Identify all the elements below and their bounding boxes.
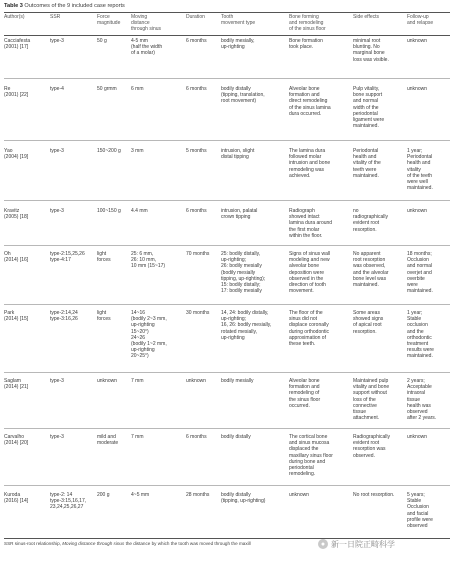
cell-duration: 70 months <box>186 251 210 257</box>
cell-distance: 4.4 mm <box>131 208 148 214</box>
cell-author: Kuroda (2016) [14] <box>4 492 29 505</box>
cell-side-effects: Periodontal health and vitality of the teeth were maintained. <box>353 148 381 179</box>
row-divider <box>4 428 450 429</box>
cell-side-effects: minimal root blunting. No marginal bone loss was visible. <box>353 38 389 63</box>
row-divider <box>4 140 450 141</box>
cell-movement: intrusion, palatal crown tipping <box>221 208 258 221</box>
cell-followup: 18 months; Occlusion and normal overjet and overbite were maintained. <box>407 251 433 295</box>
cell-movement: intrusion, slight distal tipping <box>221 148 255 161</box>
cell-distance: 3 mm <box>131 148 144 154</box>
cell-author: Park (2014) [15] <box>4 310 29 323</box>
footnote-definition: the distance by which the tooth was moved through the maxill <box>125 541 251 546</box>
row-divider <box>4 304 450 305</box>
cell-author: Carvalho (2014) [20] <box>4 434 29 447</box>
cell-force: 100~150 g <box>97 208 121 214</box>
cell-side-effects: No apparent root resorption was observed, and the alveolar bone level was maintained. <box>353 251 389 289</box>
cell-followup: unknown <box>407 208 428 214</box>
cell-force: 150~200 g <box>97 148 121 154</box>
cell-distance: 7 mm <box>131 378 144 384</box>
cell-duration: 6 months <box>186 434 207 440</box>
cell-bone: The cortical bone and sinus mucosa displaced the maxillary sinus floor during bone and periodontal remodeling. <box>289 434 333 478</box>
cell-force: 50 g <box>97 38 107 44</box>
header-bone: Bone forming and remodeling of the sinus floor <box>289 14 326 33</box>
cell-distance: 4~5 mm <box>131 492 150 498</box>
cell-duration: 5 months <box>186 148 207 154</box>
cell-followup: 1 year; Stable occlusion and the orthodontic treatment results were maintained. <box>407 310 434 360</box>
cell-force: 50 grmm <box>97 86 117 92</box>
cell-movement: bodily distally <box>221 434 251 440</box>
cell-movement: bodily distally (tipping, translation, root movement) <box>221 86 265 105</box>
cell-movement: 14, 24: bodily distally, up-righting; 16, 26: bodily mesially, rotated mesially, up-righting <box>221 310 272 341</box>
cell-side-effects: Some areas showed signs of apical root resorption. <box>353 310 384 335</box>
cell-followup: 2 years; Acceptable intraoral tissue health was observed after 2 years. <box>407 378 437 422</box>
cell-force: light forces <box>97 251 111 264</box>
cell-distance: 14~16 (bodily 2~3 mm, up-righting 15~20°) 24~26 (bodily 1~2 mm, up-righting 20~25°) <box>131 310 167 360</box>
cell-force: light forces <box>97 310 111 323</box>
cell-ssr: type-3 <box>50 378 64 384</box>
footnote-italic-term: Moving distance through sinus <box>62 541 125 546</box>
cell-duration: 30 months <box>186 310 210 316</box>
cell-ssr: type-2:15,25,26 type-4:17 <box>50 251 85 264</box>
header-side-effects: Side effects <box>353 14 380 20</box>
cell-duration: 28 months <box>186 492 210 498</box>
table-caption: Outcomes of the 9 included case reports <box>24 3 125 9</box>
cell-movement: bodily mesially, up-righting <box>221 38 255 51</box>
wechat-logo-icon: ● <box>318 539 328 549</box>
cell-side-effects: Maintained pulp vitality and bone support without loss of the connective tissue attachment. <box>353 378 390 422</box>
header-bottom-rule <box>4 35 450 36</box>
cell-bone: unknown <box>289 492 310 498</box>
row-divider <box>4 485 450 486</box>
cell-side-effects: No root resorption. <box>353 492 395 498</box>
cell-followup: unknown <box>407 86 428 92</box>
row-divider <box>4 200 450 201</box>
cell-distance: 4-5 mm (half the width of a molar) <box>131 38 163 57</box>
header-distance: Moving distance through sinus <box>131 14 162 33</box>
cell-bone: Bone formation took place. <box>289 38 323 51</box>
header-duration: Duration <box>186 14 205 20</box>
cell-ssr: type-2:14,24 type-3:16,26 <box>50 310 78 323</box>
row-divider <box>4 78 450 79</box>
cell-side-effects: no radiographically evident root resorption. <box>353 208 389 233</box>
cell-distance: 7 mm <box>131 434 144 440</box>
cell-ssr: type-3 <box>50 434 64 440</box>
cell-bone: Alveolar bone formation and remodeling of the sinus floor occurred. <box>289 378 321 409</box>
cell-movement: bodily mesially <box>221 378 254 384</box>
cell-duration: 6 months <box>186 86 207 92</box>
header-movement: Tooth movement type <box>221 14 256 27</box>
header-author: Author(s) <box>4 14 25 20</box>
cell-distance: 6 mm <box>131 86 144 92</box>
cell-movement: bodily distally (tipping, up-righting) <box>221 492 266 505</box>
cell-force: 200 g <box>97 492 110 498</box>
cell-followup: 1 year; Periodontal health and vitality of the teeth were well maintained. <box>407 148 433 192</box>
cell-bone: Alveolar bone formation and direct remodeling of the sinus lamina dura occurred. <box>289 86 331 117</box>
cell-author: Cacciafesta (2001) [17] <box>4 38 31 51</box>
cell-author: Re (2001) [22] <box>4 86 29 99</box>
cell-followup: unknown <box>407 434 428 440</box>
cell-duration: unknown <box>186 378 207 384</box>
header-force: Force magnitude <box>97 14 121 27</box>
table-label: Table 3 <box>4 3 23 9</box>
cell-author: Yao (2004) [19] <box>4 148 29 161</box>
header-ssr: SSR <box>50 14 61 20</box>
header-top-rule <box>4 12 450 13</box>
cell-force: mild and moderate <box>97 434 119 447</box>
cell-side-effects: Radiographically evident root resorption was observed. <box>353 434 390 459</box>
cell-bone: The lamina dura followed molar intrusion and bone remodeling was achieved. <box>289 148 331 179</box>
table-title <box>4 3 125 10</box>
header-followup: Follow-up and relapse <box>407 14 434 27</box>
cell-duration: 6 months <box>186 38 207 44</box>
cell-bone: Radiograph showed intact lamina dura around the first molar within the floor. <box>289 208 333 239</box>
cell-author: Oh (2014) [16] <box>4 251 29 264</box>
cell-bone: Signs of sinus wall modeling and new alveolar bone deposition were observed in the direction of tooth movement. <box>289 251 331 295</box>
cell-ssr: type-3 <box>50 148 64 154</box>
cell-followup: unknown <box>407 38 428 44</box>
cell-author: Kravitz (2005) [18] <box>4 208 29 221</box>
row-divider <box>4 245 450 246</box>
watermark-text: 新一日院正畸科学 <box>331 539 395 549</box>
cell-bone: The floor of the sinus did not displace coronally during orthodontic approximation of these teeth. <box>289 310 330 348</box>
cell-ssr: type-3 <box>50 208 64 214</box>
cell-side-effects: Pulp vitality, bone support and normal width of the periodontal ligament were maintained. <box>353 86 385 130</box>
cell-duration: 6 months <box>186 208 207 214</box>
row-divider <box>4 372 450 373</box>
footnote-abbreviation: SSR sinus-root relationship, <box>4 541 61 546</box>
cell-ssr: type-4 <box>50 86 64 92</box>
watermark <box>318 537 395 551</box>
cell-ssr: type-2: 14 type-3:15,16,17, 23,24,25,26,27 <box>50 492 87 511</box>
cell-distance: 25: 6 mm, 26: 10 mm, 10 mm (15~17) <box>131 251 166 270</box>
cell-movement: 25: bodily distally, up-righting; 26: bodily mesially (bodily mesially tipping, up-righting); 15: bodily distally; 17: bodily mesially <box>221 251 266 295</box>
cell-ssr: type-3 <box>50 38 64 44</box>
cell-force: unknown <box>97 378 118 384</box>
table-footnote <box>4 541 251 547</box>
cell-author: Saglam (2014) [21] <box>4 378 29 391</box>
cell-followup: 5 years; Stable Occlusion and facial profile were observed <box>407 492 433 530</box>
